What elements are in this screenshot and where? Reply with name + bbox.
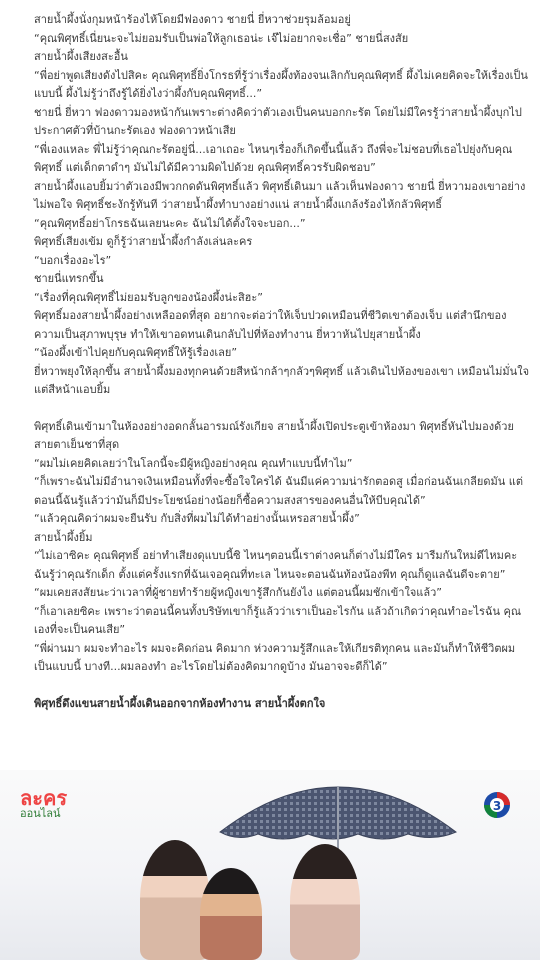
article-body <box>34 11 530 713</box>
paragraph-1: สายน้ำผึ้งนั่งกุมหน้าร้องไห้โดยมีฟองดาว ชายนี่ ยี่หวาช่วยรุมล้อมอยู่ <box>34 13 351 26</box>
paragraph-6: “พี่เองแหละ พี่ไม่รู้ว่าคุณกะรัตอยู่นี่...เอาเถอะ ไหนๆเรื่องก็เกิดขึ้นนี้แล้ว ถึงพี่จะไม่ชอบที่เธอไปยุ่งกับคุณพิศุทธิ์ แต่เด็กตาดำๆ มันไม่ได้มีความผิดไปด้วย คุณพิศุทธิ์ควรรับผิดชอบ” <box>34 142 513 174</box>
scene-photo <box>0 770 540 960</box>
paragraph-5: ชายนี่ ยี่หวา ฟองดาวมองหน้ากันเพราะต่างคิดว่าตัวเองเป็นคนบอกกะรัต โดยไม่มีใครรู้ว่าสายน้ำผึ้งบุกไปประกาศตัวที่บ้านกะรัตเอง ฟองดาวหน้าเสีย <box>34 105 522 137</box>
paragraph-21: สายน้ำผึ้งยิ้ม <box>34 530 93 544</box>
paragraph-3: สายน้ำผึ้งเสียงสะอื้น <box>34 50 128 63</box>
actress-middle <box>200 868 262 960</box>
paragraph-13: พิศุทธิ์มองสายน้ำผึ้งอย่างเหลืออดที่สุด อยากจะต่อว่าให้เจ็บปวดเหมือนที่ชีวิตเขาต้องเจ็บ แต่สำนึกของความเป็นสุภาพบุรุษ ทำให้เขาอดทนเดินกลับไปที่ห้องทำงาน ยี่หวาหันไปยุสายน้ำผึ้ง <box>34 309 507 341</box>
paragraph-4: “พี่อย่าพูดเสียงดังไปสิคะ คุณพิศุทธิ์ยิ่งโกรธที่รู้ว่าเรื่องผึ้งท้องจนเลิกกับคุณพิศุทธิ์ ผึ้งไม่เคยคิดจะให้เรื่องเป็นแบบนี้ ผึ้งไม่รู้ว่าถึงรู้ได้ยิ่งไงว่าผึ้งกับคุณพิศุทธิ์...” <box>34 68 528 100</box>
lakorn-online-logo <box>20 788 74 826</box>
logo-sub-text: ออนไลน์ <box>20 807 61 820</box>
paragraph-7: สายน้ำผึ้งแอบยิ้มว่าตัวเองมีพวกกดดันพิศุทธิ์แล้ว พิศุทธิ์เดินมา แล้วเห็นฟองดาว ชายนี่ ยี่หวามองเขาอย่างไม่พอใจ พิศุทธิ์ชะงักรู้ทันที ว่าสายน้ำผึ้งทำบางอย่างแน่ สายน้ำผึ้งแกล้งร้องไห้กลัวพิศุทธิ์ <box>34 179 526 211</box>
section-break-2 <box>34 677 530 695</box>
actress-right <box>290 844 360 960</box>
paragraph-14: “น้องผึ้งเข้าไปคุยกับคุณพิศุทธิ์ให้รู้เรื่องเลย” <box>34 346 238 359</box>
paragraph-17: พิศุทธิ์เดินเข้ามาในห้องอย่างอดกลั้นอารมณ์รังเกียจ สายน้ำผึ้งเปิดประตูเข้าห้องมา พิศุทธิ์หันไปมองด้วยสายตาเย็นชาที่สุด <box>34 419 514 451</box>
paragraph-19: “ก็เพราะฉันไม่มีอำนาจเงินเหมือนทั้งที่จะซื้อใจใครได้ ฉันมีแค่ความน่ารักตอดสู เมื่อก่อนฉันเกลียดมัน แต่ตอนนี้ฉันรู้แล้วว่ามันก็มีประโยชน์อย่างน้อยก็ซื้อความสงสารของคนอื่นให้บีบคุณได้” <box>34 475 524 507</box>
paragraph-12: “เรื่องที่คุณพิศุทธิ์ไม่ยอมรับลูกของน้องผึ้งน่ะสิฮะ” <box>34 290 264 304</box>
paragraph-8: “คุณพิศุทธิ์อย่าโกรธฉันเลยนะคะ ฉันไม่ได้ตั้งใจจะบอก...” <box>34 216 306 230</box>
paragraph-18: “ผมไม่เคยคิดเลยว่าในโลกนี้จะมีผู้หญิงอย่างคุณ คุณทำแบบนี้ทำไม” <box>34 456 353 470</box>
section-break-1 <box>34 400 530 418</box>
paragraph-22: “ไม่เอาซิคะ คุณพิศุทธิ์ อย่าทำเสียงดุแบบนี้ซิ ไหนๆตอนนี้เราต่างคนก็ต่างไม่มีใคร มารีมกันใหม่ดีไหมคะ ฉันรู้ว่าคุณรักเด็ก ตั้งแต่ครั้งแรกที่ฉันเจอคุณที่ทะเล ไหนจะตอนฉันท้องน้องพีท คุณก็ดูแลฉันดีจะตาย” <box>34 549 518 581</box>
paragraph-20: “แล้วคุณคิดว่าผมจะยืนรับ กับสิ่งที่ผมไม่ได้ทำอย่างนั้นเหรอสายน้ำผึ้ง” <box>34 512 360 525</box>
paragraph-24: “ก็เอาเลยซิคะ เพราะว่าตอนนี้คนทั้งบริษัทเขาก็รู้แล้วว่าเราเป็นอะไรกัน แล้วถ้าเกิดว่าคุณทำอะไรฉัน คุณเองที่จะเป็นคนเสีย” <box>34 604 522 636</box>
paragraph-9: พิศุทธิ์เสียงเข้ม ดูก็รู้ว่าสายน้ำผึ้งกำลังเล่นละคร <box>34 235 253 248</box>
paragraph-25: “พี่ผ่านมา ผมจะทำอะไร ผมจะคิดก่อน คิดมาก ห่วงความรู้สึกและให้เกียรติทุกคน และมันก็ทำให้ชีวิตผมเป็นแบบนี้ บางที...ผมลองทำ อะไรโดยไม่ต้องคิดมากดูบ้าง มันอาจจะดีก็ได้” <box>34 641 516 673</box>
channel-3-logo <box>482 790 512 820</box>
paragraph-closing-bold: พิศุทธิ์ดึงแขนสายน้ำผึ้งเดินออกจากห้องทำงาน สายน้ำผึ้งตกใจ <box>34 696 326 710</box>
paragraph-11: ชายนี่แทรกขึ้น <box>34 272 104 285</box>
paragraph-2: “คุณพิศุทธิ์เนี่ยนะจะไม่ยอมรับเป็นพ่อให้ลูกเธอน่ะ เจ๊ไม่อยากจะเชื่อ” ชายนี่สงสัย <box>34 31 409 45</box>
paragraph-15: ยี่หวาพยุงให้ลุกขึ้น สายน้ำผึ้งมองทุกคนด้วยสีหน้ากล้าๆกลัวๆพิศุทธิ์ แล้วเดินไปห้องของเขา เหมือนไม่มั่นใจ แต่สีหน้าแอบยิ้ม <box>34 364 530 396</box>
logo-main-text: ละคร <box>20 786 68 810</box>
paragraph-10: “บอกเรื่องอะไร” <box>34 253 112 267</box>
paragraph-23: “ผมเคยสงสัยนะว่าเวลาที่ผู้ชายทำร้ายผู้หญิงเขารู้สึกกันยังไง แต่ตอนนี้ผมชักเข้าใจแล้ว” <box>34 586 442 599</box>
channel-3-label: 3 <box>492 799 502 813</box>
